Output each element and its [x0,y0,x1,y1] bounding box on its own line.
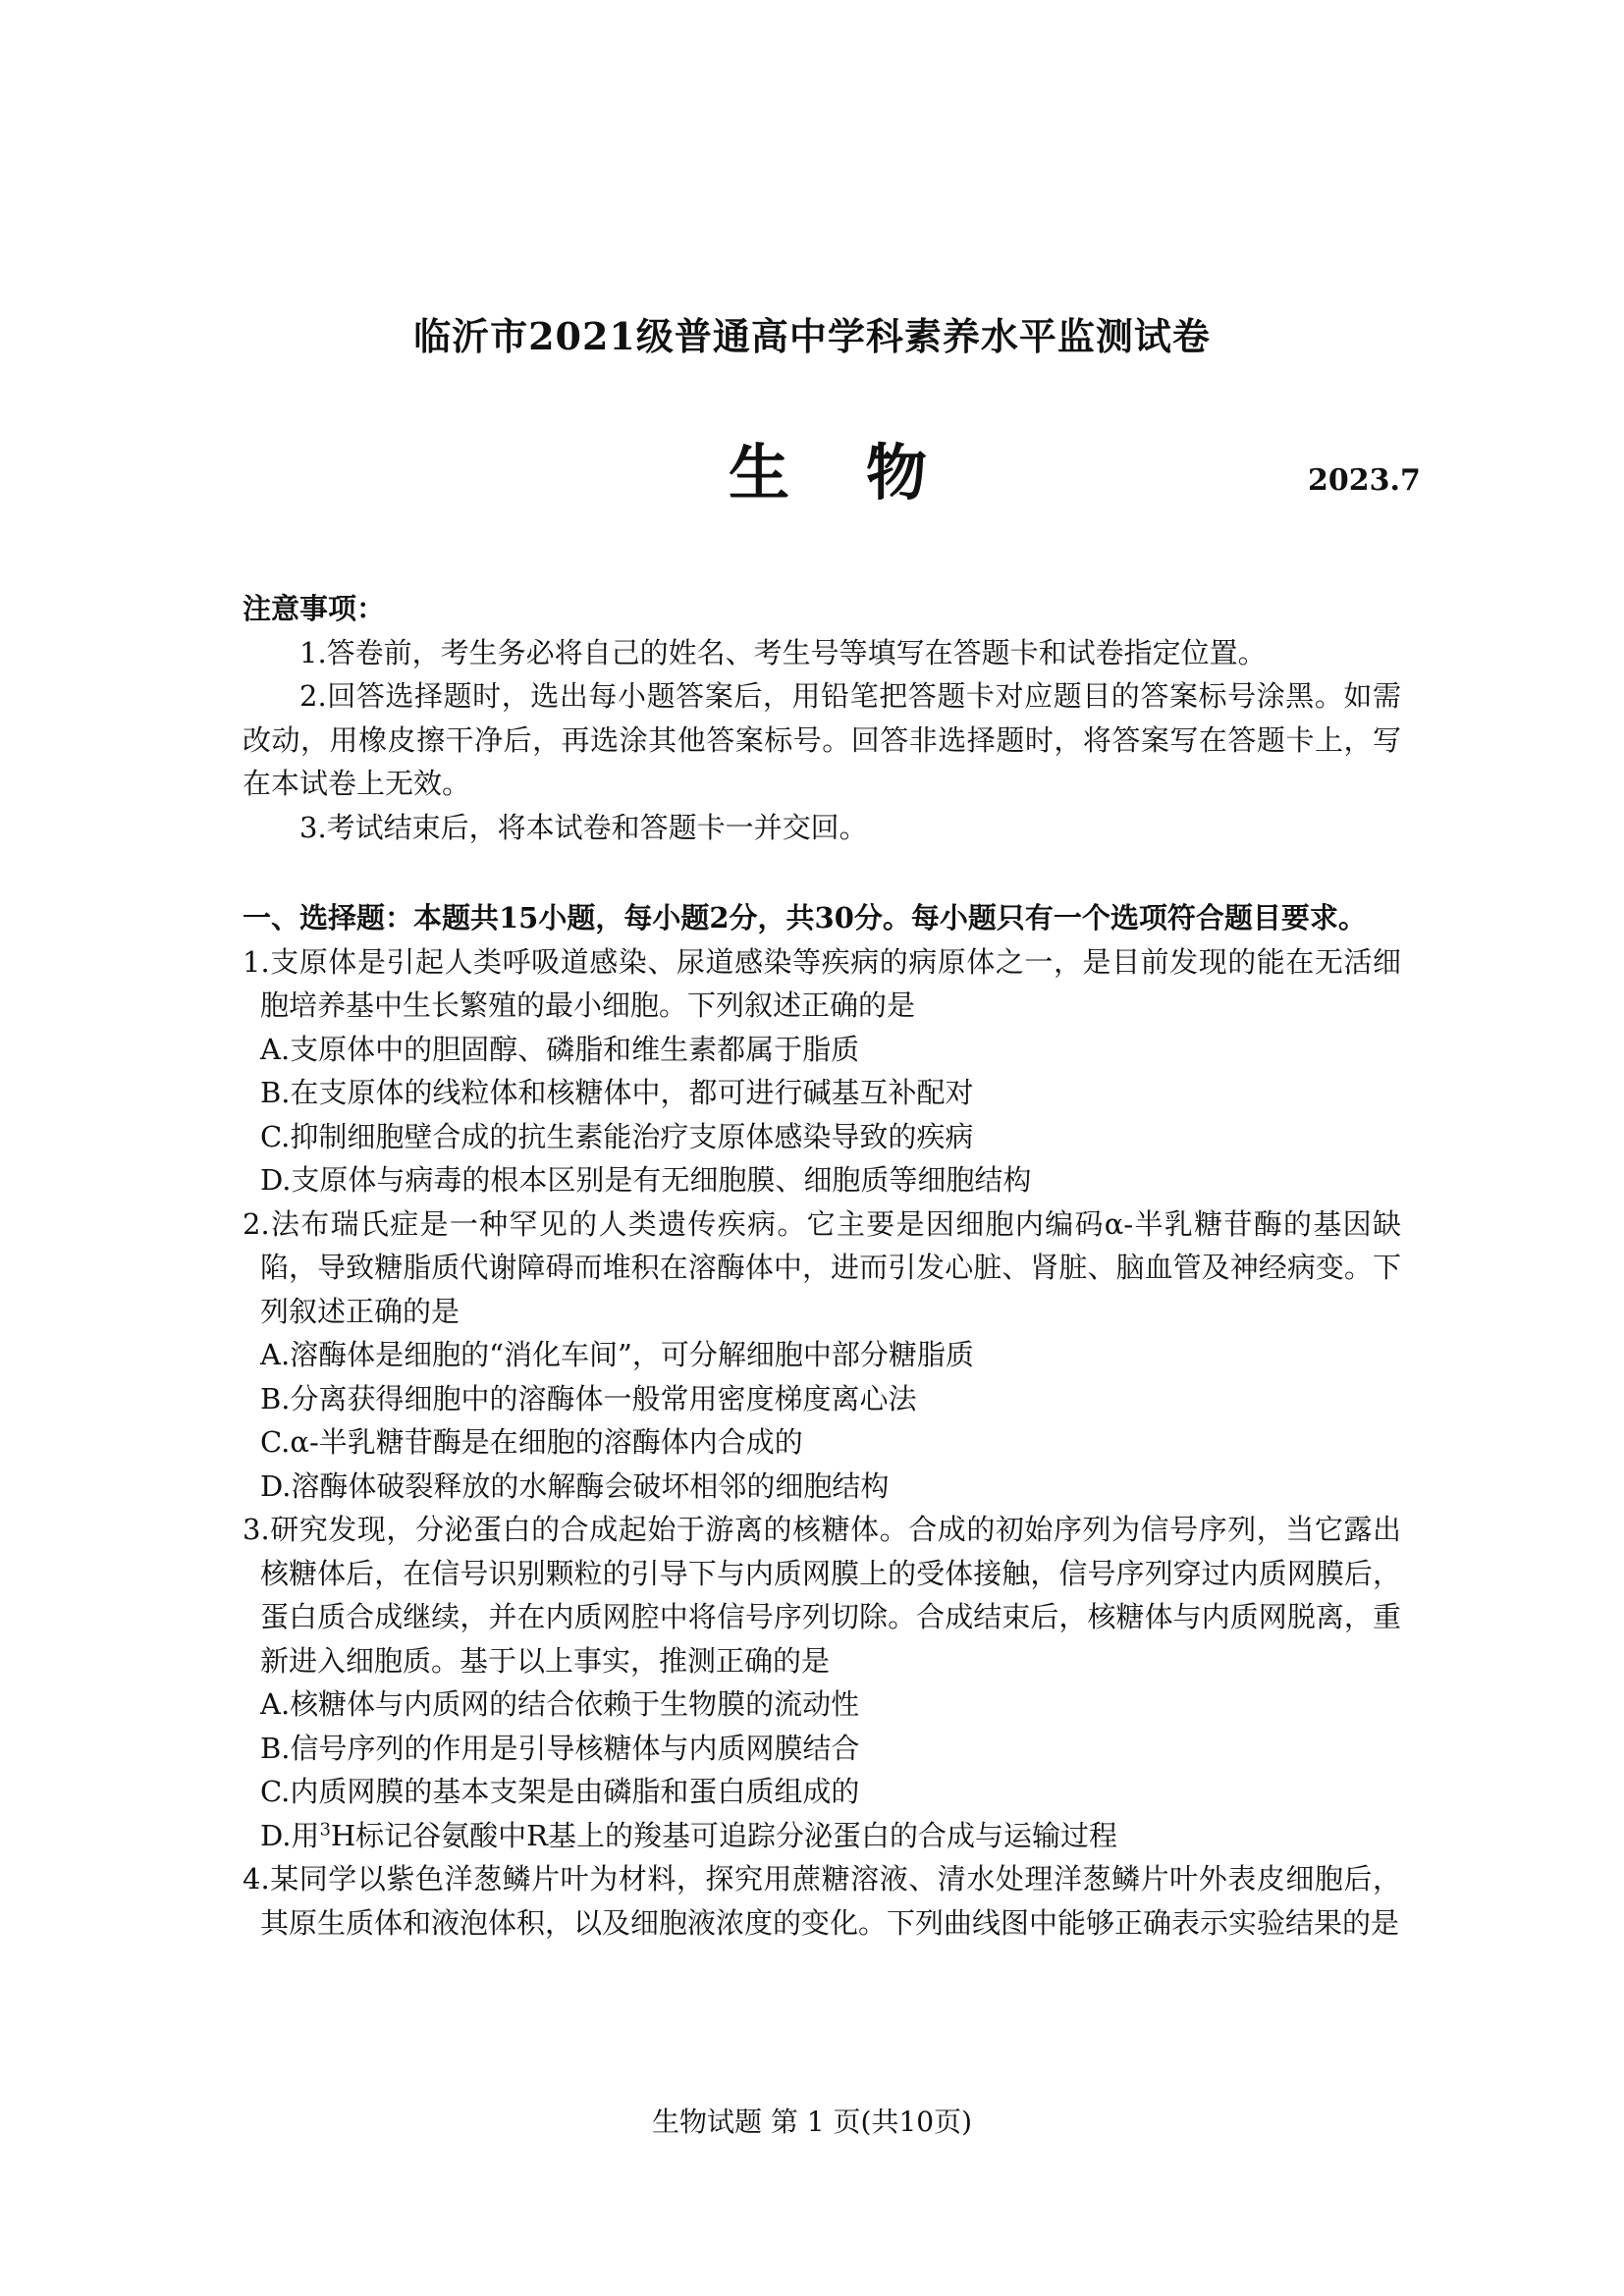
question-1-option-a: A.支原体中的胆固醇、磷脂和维生素都属于脂质 [260,1032,860,1066]
note-item: 1.答卷前，考生务必将自己的姓名、考生号等填写在答题卡和试卷指定位置。 [299,635,1267,669]
question-1-option-b: B.在支原体的线粒体和核糖体中，都可进行碱基互补配对 [260,1076,974,1109]
option-d-text: H标记谷氨酸中R基上的羧基可追踪分泌蛋白的合成与运输过程 [330,1818,1118,1852]
question-2-option-a: A.溶酶体是细胞的“消化车间”，可分解细胞中部分糖脂质 [260,1338,974,1371]
question-3-option-d [243,1814,1401,1858]
note-item: 3.考试结束后，将本试卷和答题卡一并交回。 [299,810,868,844]
question-3-option-b: B.信号序列的作用是引导核糖体与内质网膜结合 [260,1731,860,1765]
subject-title: 生物 [729,437,1004,508]
question-2-stem: 2.法布瑞氏症是一种罕见的人类遗传疾病。它主要是因细胞内编码α-半乳糖苷酶的基因缺陷，导致糖脂质代谢障碍而堆积在溶酶体中，进而引发心脏、肾脏、脑血管及神经病变。下列叙述正确的是 [243,1206,1401,1328]
question-1-option-d: D.支原体与病毒的根本区别是有无细胞膜、细胞质等细胞结构 [260,1163,1032,1197]
question-4-stem: 4.某同学以紫色洋葱鳞片叶为材料，探究用蔗糖溶液、清水处理洋葱鳞片叶外表皮细胞后，其原生质体和液泡体积，以及细胞液浓度的变化。下列曲线图中能够正确表示实验结果的是 [243,1862,1401,1940]
option-d-prefix: D.用 [260,1818,320,1852]
page-footer: 生物试题 第 1 页(共10页) [652,2106,972,2138]
question-2-option-d: D.溶酶体破裂释放的水解酶会破坏相邻的细胞结构 [260,1468,890,1503]
note-item: 2.回答选择题时，选出每小题答案后，用铅笔把答题卡对应题目的答案标号涂黑。如需改动，用橡皮擦干净后，再选涂其他答案标号。回答非选择题时，将答案写在答题卡上，写在本试卷上无效。 [243,679,1401,800]
notes-heading: 注意事项： [243,592,386,625]
question-2-option-c: C.α-半乳糖苷酶是在细胞的溶酶体内合成的 [260,1425,803,1459]
section-heading: 一、选择题：本题共15小题，每小题2分，共30分。每小题只有一个选项符合题目要求。 [243,901,1367,934]
exam-title: 临沂市2021级普通高中学科素养水平监测试卷 [413,314,1211,358]
question-2-option-b: B.分离获得细胞中的溶酶体一般常用密度梯度离心法 [260,1381,917,1415]
isotope-superscript: 3 [319,1818,331,1840]
question-1-option-c: C.抑制细胞壁合成的抗生素能治疗支原体感染导致的疾病 [260,1119,974,1153]
spacer [243,849,1401,896]
question-3-option-c: C.内质网膜的基本支架是由磷脂和蛋白质组成的 [260,1775,860,1808]
exam-content [243,587,1401,1945]
exam-date: 2023.7 [1308,463,1421,498]
question-3-stem: 3.研究发现，分泌蛋白的合成起始于游离的核糖体。合成的初始序列为信号序列，当它露出核糖体后，在信号识别颗粒的引导下与内质网膜上的受体接触，信号序列穿过内质网膜后，蛋白质合成继续，并在内质网腔中将信号序列切除。合成结束后，核糖体与内质网脱离，重新进入细胞质。基于以上事实，推测正确的是 [243,1513,1401,1678]
question-3-option-a: A.核糖体与内质网的结合依赖于生物膜的流动性 [260,1687,860,1721]
question-1-stem: 1.支原体是引起人类呼吸道感染、尿道感染等疾病的病原体之一，是目前发现的能在无活细胞培养基中生长繁殖的最小细胞。下列叙述正确的是 [243,944,1401,1022]
